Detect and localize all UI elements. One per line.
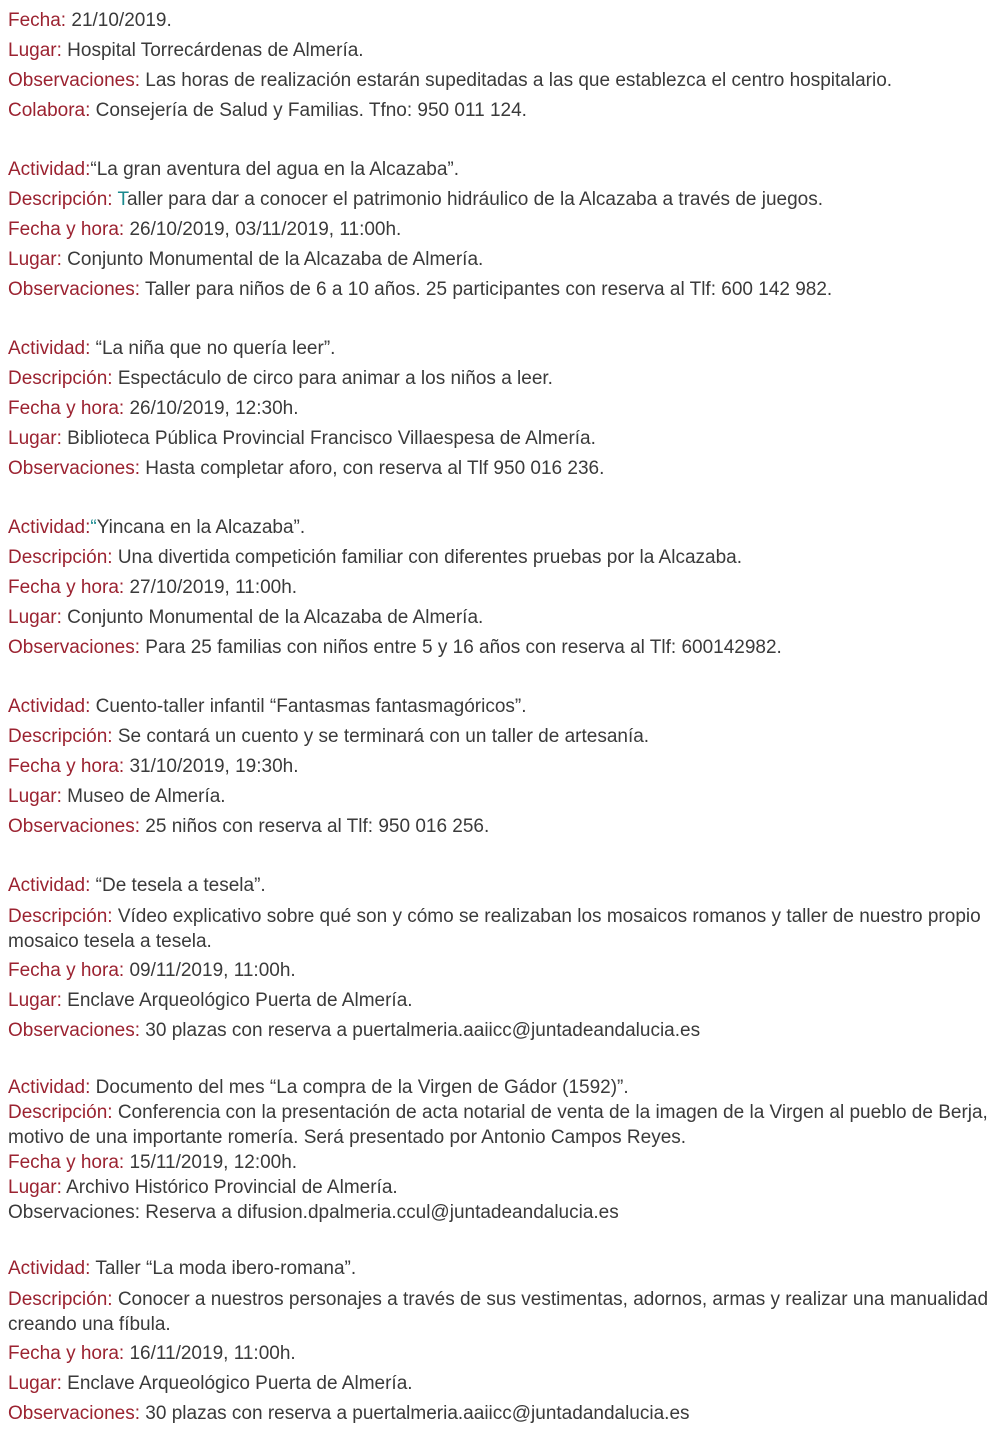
lugar-value: Conjunto Monumental de la Alcazaba de Almería. bbox=[67, 607, 484, 628]
fecha-hora-line bbox=[8, 1339, 993, 1369]
descripcion-line bbox=[8, 543, 993, 573]
actividad-value: Documento del mes “La compra de la Virgen de Gádor (1592)”. bbox=[95, 1077, 629, 1098]
actividad-open-quote: “ bbox=[90, 517, 97, 538]
actividad-value: “De tesela a tesela”. bbox=[95, 875, 266, 896]
observaciones-line bbox=[8, 1399, 993, 1429]
fecha-hora-line bbox=[8, 956, 993, 986]
observaciones-label: Observaciones: bbox=[8, 70, 141, 91]
activity-block bbox=[8, 334, 993, 484]
lugar-value: Conjunto Monumental de la Alcazaba de Almería. bbox=[67, 249, 484, 270]
lugar-label: Lugar: bbox=[8, 990, 62, 1011]
descripcion-value: Conocer a nuestros personajes a través de sus vestimentas, adornos, armas y realizar una manualidad creando una fíbula. bbox=[8, 1289, 989, 1335]
lugar-line bbox=[8, 1175, 993, 1200]
descripcion-label: Descripción: bbox=[8, 906, 113, 927]
intro-colabora-line bbox=[8, 96, 993, 126]
fecha-hora-label: Fecha y hora: bbox=[8, 398, 125, 419]
lugar-value: Museo de Almería. bbox=[67, 786, 226, 807]
activity-block bbox=[8, 1254, 993, 1429]
descripcion-value: Una divertida competición familiar con diferentes pruebas por la Alcazaba. bbox=[117, 547, 742, 568]
observaciones-line bbox=[8, 275, 993, 305]
actividad-value: Taller “La moda ibero-romana”. bbox=[95, 1258, 357, 1279]
intro-block bbox=[8, 6, 993, 126]
actividad-label: Actividad: bbox=[8, 338, 91, 359]
descripcion-line bbox=[8, 364, 993, 394]
observaciones-line bbox=[8, 1016, 993, 1046]
actividad-line bbox=[8, 692, 993, 722]
actividad-line bbox=[8, 1254, 993, 1284]
lugar-line bbox=[8, 424, 993, 454]
actividad-line bbox=[8, 334, 993, 364]
fecha-hora-label: Fecha y hora: bbox=[8, 219, 125, 240]
colabora-label: Colabora: bbox=[8, 100, 91, 121]
actividad-line bbox=[8, 871, 993, 901]
observaciones-value: Reserva a difusion.dpalmeria.ccul@juntadeandalucia.es bbox=[145, 1202, 619, 1223]
observaciones-label: Observaciones: bbox=[8, 1020, 141, 1041]
lugar-label: Lugar: bbox=[8, 786, 62, 807]
lugar-line bbox=[8, 603, 993, 633]
actividad-label: Actividad: bbox=[8, 875, 91, 896]
descripcion-line bbox=[8, 722, 993, 752]
descripcion-value: aller para dar a conocer el patrimonio hidráulico de la Alcazaba a través de juegos. bbox=[126, 189, 824, 210]
observaciones-value: 30 plazas con reserva a puertalmeria.aaiicc@juntadandalucia.es bbox=[145, 1403, 690, 1424]
observaciones-label: Observaciones: bbox=[8, 816, 141, 837]
intro-colabora-value: Consejería de Salud y Familias. Tfno: 950 011 124. bbox=[95, 100, 527, 121]
descripcion-line bbox=[8, 1284, 993, 1339]
lugar-label: Lugar: bbox=[8, 249, 62, 270]
lugar-label: Lugar: bbox=[8, 40, 62, 61]
lugar-value: Enclave Arqueológico Puerta de Almería. bbox=[67, 1373, 413, 1394]
fecha-label: Fecha: bbox=[8, 10, 67, 31]
intro-fecha-value: 21/10/2019. bbox=[71, 10, 172, 31]
observaciones-value: Hasta completar aforo, con reserva al Tlf 950 016 236. bbox=[145, 458, 605, 479]
intro-observaciones-line bbox=[8, 66, 993, 96]
observaciones-line bbox=[8, 633, 993, 663]
observaciones-label: Observaciones: bbox=[8, 279, 141, 300]
observaciones-line bbox=[8, 454, 993, 484]
fecha-hora-label: Fecha y hora: bbox=[8, 577, 125, 598]
lugar-line bbox=[8, 1369, 993, 1399]
actividad-line bbox=[8, 513, 993, 543]
fecha-hora-label: Fecha y hora: bbox=[8, 960, 125, 981]
activity-block bbox=[8, 692, 993, 842]
descripcion-label: Descripción: bbox=[8, 368, 113, 389]
activity-block bbox=[8, 513, 993, 663]
observaciones-label: Observaciones: bbox=[8, 1202, 141, 1223]
actividad-line bbox=[8, 155, 993, 185]
lugar-label: Lugar: bbox=[8, 1373, 62, 1394]
descripcion-label: Descripción: bbox=[8, 1289, 113, 1310]
fecha-hora-line bbox=[8, 573, 993, 603]
observaciones-line bbox=[8, 812, 993, 842]
fecha-hora-label: Fecha y hora: bbox=[8, 1152, 125, 1173]
descripcion-label: Descripción: bbox=[8, 547, 113, 568]
descripcion-value: Vídeo explicativo sobre qué son y cómo se realizaban los mosaicos romanos y taller de nuestro propio mosaico tesela a tesela. bbox=[8, 906, 981, 952]
intro-observaciones-value: Las horas de realización estarán supeditadas a las que establezca el centro hospitalario. bbox=[145, 70, 893, 91]
lugar-label: Lugar: bbox=[8, 607, 62, 628]
intro-lugar-line bbox=[8, 36, 993, 66]
descripcion-value: Conferencia con la presentación de acta notarial de venta de la imagen de la Virgen al pueblo de Berja, motivo de una importante romería. Será presentado por Antonio Campos Reyes. bbox=[8, 1102, 988, 1148]
observaciones-line bbox=[8, 1200, 993, 1225]
descripcion-value: Espectáculo de circo para animar a los niños a leer. bbox=[117, 368, 553, 389]
observaciones-value: 30 plazas con reserva a puertalmeria.aaiicc@juntadeandalucia.es bbox=[145, 1020, 701, 1041]
actividad-value: Cuento-taller infantil “Fantasmas fantasmagóricos”. bbox=[95, 696, 527, 717]
lugar-label: Lugar: bbox=[8, 428, 62, 449]
actividad-label: Actividad: bbox=[8, 159, 91, 180]
intro-lugar-value: Hospital Torrecárdenas de Almería. bbox=[67, 40, 364, 61]
fecha-hora-label: Fecha y hora: bbox=[8, 1343, 125, 1364]
observaciones-value: Para 25 familias con niños entre 5 y 16 años con reserva al Tlf: 600142982. bbox=[145, 637, 782, 658]
actividad-label: Actividad: bbox=[8, 696, 91, 717]
actividad-line bbox=[8, 1075, 993, 1100]
activity-block bbox=[8, 155, 993, 305]
actividad-label: Actividad: bbox=[8, 517, 91, 538]
fecha-hora-line bbox=[8, 394, 993, 424]
fecha-hora-line bbox=[8, 215, 993, 245]
fecha-hora-value: 16/11/2019, 11:00h. bbox=[129, 1343, 296, 1364]
descripcion-label: Descripción: bbox=[8, 1102, 113, 1123]
lugar-label: Lugar: bbox=[8, 1177, 62, 1198]
lugar-value: Biblioteca Pública Provincial Francisco Villaespesa de Almería. bbox=[67, 428, 596, 449]
fecha-hora-value: 26/10/2019, 03/11/2019, 11:00h. bbox=[129, 219, 402, 240]
descripcion-line bbox=[8, 901, 993, 956]
fecha-hora-value: 09/11/2019, 11:00h. bbox=[129, 960, 296, 981]
fecha-hora-value: 27/10/2019, 11:00h. bbox=[129, 577, 298, 598]
activity-block bbox=[8, 871, 993, 1046]
lugar-value: Archivo Histórico Provincial de Almería. bbox=[66, 1177, 398, 1198]
descripcion-initial: T bbox=[117, 189, 127, 210]
intro-fecha-line bbox=[8, 6, 993, 36]
activity-block bbox=[8, 1075, 993, 1225]
fecha-hora-value: 26/10/2019, 12:30h. bbox=[129, 398, 299, 419]
descripcion-label: Descripción: bbox=[8, 189, 113, 210]
actividad-label: Actividad: bbox=[8, 1077, 91, 1098]
descripcion-label: Descripción: bbox=[8, 726, 113, 747]
lugar-line bbox=[8, 986, 993, 1016]
lugar-line bbox=[8, 782, 993, 812]
fecha-hora-value: 31/10/2019, 19:30h. bbox=[129, 756, 299, 777]
observaciones-value: Taller para niños de 6 a 10 años. 25 participantes con reserva al Tlf: 600 142 982. bbox=[144, 279, 833, 300]
actividad-value: “La niña que no quería leer”. bbox=[95, 338, 336, 359]
actividad-value: Yincana en la Alcazaba”. bbox=[96, 517, 306, 538]
actividad-label: Actividad: bbox=[8, 1258, 91, 1279]
lugar-line bbox=[8, 245, 993, 275]
descripcion-value: Se contará un cuento y se terminará con un taller de artesanía. bbox=[117, 726, 650, 747]
observaciones-label: Observaciones: bbox=[8, 637, 141, 658]
descripcion-line bbox=[8, 1100, 993, 1150]
fecha-hora-label: Fecha y hora: bbox=[8, 756, 125, 777]
observaciones-label: Observaciones: bbox=[8, 458, 141, 479]
fecha-hora-value: 15/11/2019, 12:00h. bbox=[129, 1152, 298, 1173]
observaciones-label: Observaciones: bbox=[8, 1403, 141, 1424]
lugar-value: Enclave Arqueológico Puerta de Almería. bbox=[67, 990, 413, 1011]
fecha-hora-line bbox=[8, 752, 993, 782]
actividad-value: “La gran aventura del agua en la Alcazaba”. bbox=[90, 159, 460, 180]
descripcion-line bbox=[8, 185, 993, 215]
observaciones-value: 25 niños con reserva al Tlf: 950 016 256. bbox=[145, 816, 490, 837]
fecha-hora-line bbox=[8, 1150, 993, 1175]
